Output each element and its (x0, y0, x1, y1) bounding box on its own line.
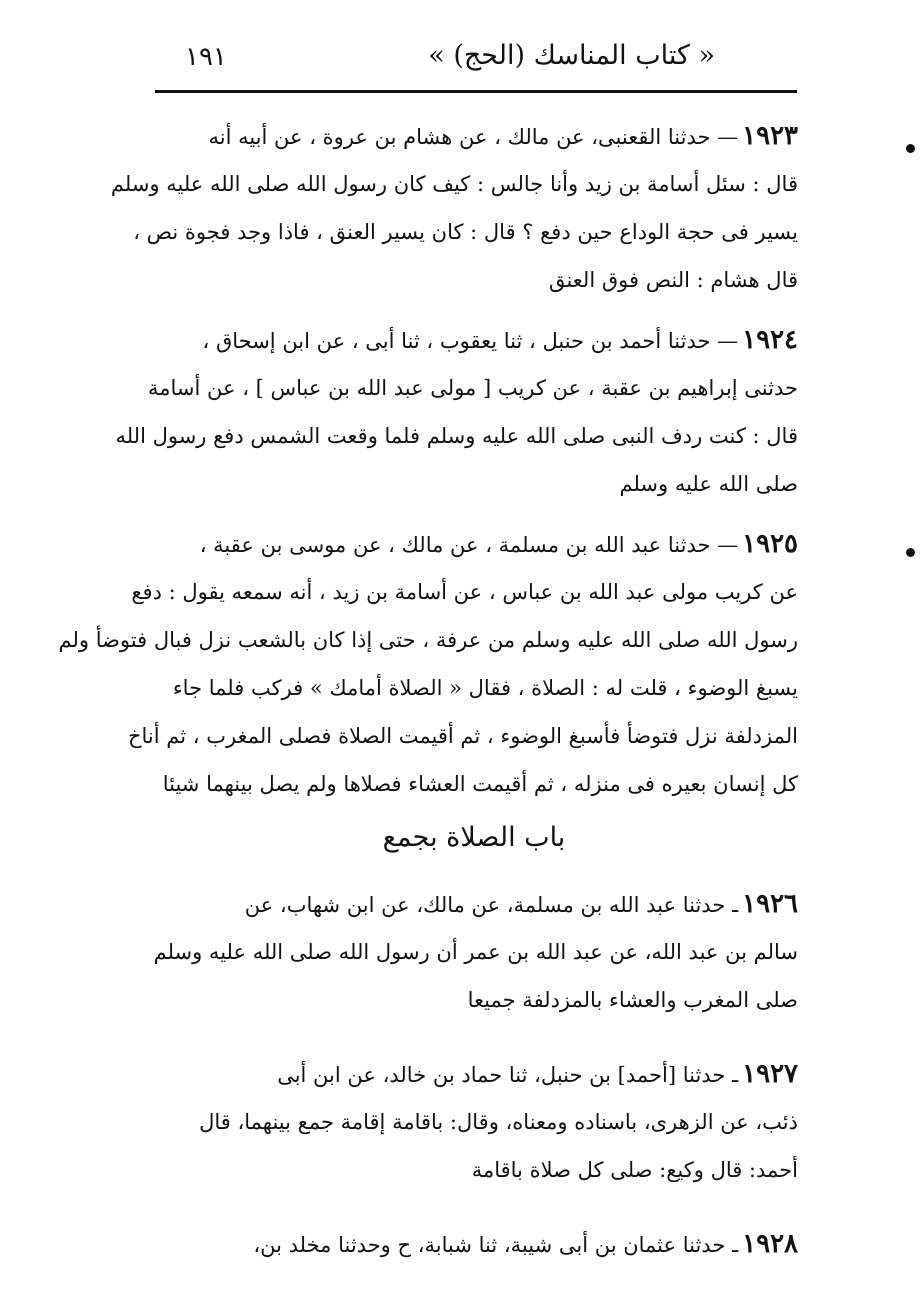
hadith-paragraph (150, 1050, 798, 1194)
text-line: كل إنسان بعيره فى منزله ، ثم أقيمت العشاء فصلاها ولم يصل بينهما شيئا (162, 772, 798, 796)
page-header (155, 38, 795, 82)
text-line: صلى الله عليه وسلم (619, 472, 798, 496)
hadith-paragraph (150, 880, 798, 1024)
text-line: صلى المغرب والعشاء بالمزدلفة جميعا (467, 988, 798, 1012)
text-line: ١٩٢٨ـ حدثنا عثمان بن أبى شيبة، ثنا شبابة، ح وحدثنا مخلد بن، (253, 1229, 798, 1259)
text-line: يسير فى حجة الوداع حين دفع ؟ قال : كان يسير العنق ، فاذا وجد فجوة نص ، (133, 220, 798, 244)
hadith-number: ١٩٢٣ (742, 121, 798, 151)
page-body (58, 112, 798, 1268)
text-line: قال : كنت ردف النبى صلى الله عليه وسلم فلما وقعت الشمس دفع رسول الله (115, 424, 798, 448)
hadith-paragraph (110, 112, 798, 304)
header-divider (155, 90, 797, 93)
margin-dot (906, 548, 915, 557)
hadith-number: ١٩٢٥ (742, 529, 798, 559)
text-line: يسبغ الوضوء ، قلت له : الصلاة ، فقال « الصلاة أمامك » فركب فلما جاء (172, 676, 798, 700)
text-line: ١٩٢٧ـ حدثنا [أحمد] بن حنبل، ثنا حماد بن خالد، عن ابن أبى (277, 1059, 798, 1089)
chapter-heading: باب الصلاة بجمع (382, 822, 566, 853)
hadith-number: ١٩٢٧ (742, 1059, 798, 1089)
text-line: المزدلفة نزل فتوضأ فأسبغ الوضوء ، ثم أقيمت الصلاة فصلى المغرب ، ثم أناخ (127, 724, 798, 748)
page-number: ١٩١ (185, 42, 227, 72)
text-line: سالم بن عبد الله، عن عبد الله بن عمر أن رسول الله صلى الله عليه وسلم (153, 940, 798, 964)
text-line: ١٩٢٦ـ حدثنا عبد الله بن مسلمة، عن مالك، عن ابن شهاب، عن (244, 889, 798, 919)
text-line: أحمد: قال وكيع: صلى كل صلاة باقامة (471, 1158, 798, 1182)
text-line: حدثنى إبراهيم بن عقبة ، عن كريب [ مولى عبد الله بن عباس ] ، عن أسامة (148, 376, 798, 400)
text-line: قال : سئل أسامة بن زيد وأنا جالس : كيف كان رسول الله صلى الله عليه وسلم (110, 172, 798, 196)
text-line: قال هشام : النص فوق العنق (548, 268, 798, 292)
hadith-number: ١٩٢٨ (742, 1229, 798, 1259)
text-line: ١٩٢٤— حدثنا أحمد بن حنبل ، ثنا يعقوب ، ثنا أبى ، عن ابن إسحاق ، (202, 325, 798, 355)
running-title: « كتاب المناسك (الحج) » (428, 40, 715, 71)
text-line: رسول الله صلى الله عليه وسلم من عرفة ، حتى إذا كان بالشعب نزل فبال فتوضأ ولم (58, 628, 798, 652)
text-line: ١٩٢٣— حدثنا القعنبى، عن مالك ، عن هشام بن عروة ، عن أبيه أنه (208, 121, 798, 151)
hadith-paragraph (115, 316, 798, 508)
hadith-paragraph (150, 1220, 798, 1268)
text-line: ذئب، عن الزهرى، باسناده ومعناه، وقال: باقامة إقامة جمع بينهما، قال (199, 1110, 798, 1134)
hadith-number: ١٩٢٦ (742, 889, 798, 919)
hadith-number: ١٩٢٤ (742, 325, 798, 355)
margin-dot (906, 144, 915, 153)
hadith-paragraph (58, 520, 798, 808)
text-line: ١٩٢٥— حدثنا عبد الله بن مسلمة ، عن مالك ، عن موسى بن عقبة ، (199, 529, 798, 559)
text-line: عن كريب مولى عبد الله بن عباس ، عن أسامة بن زيد ، أنه سمعه يقول : دفع (131, 580, 798, 604)
